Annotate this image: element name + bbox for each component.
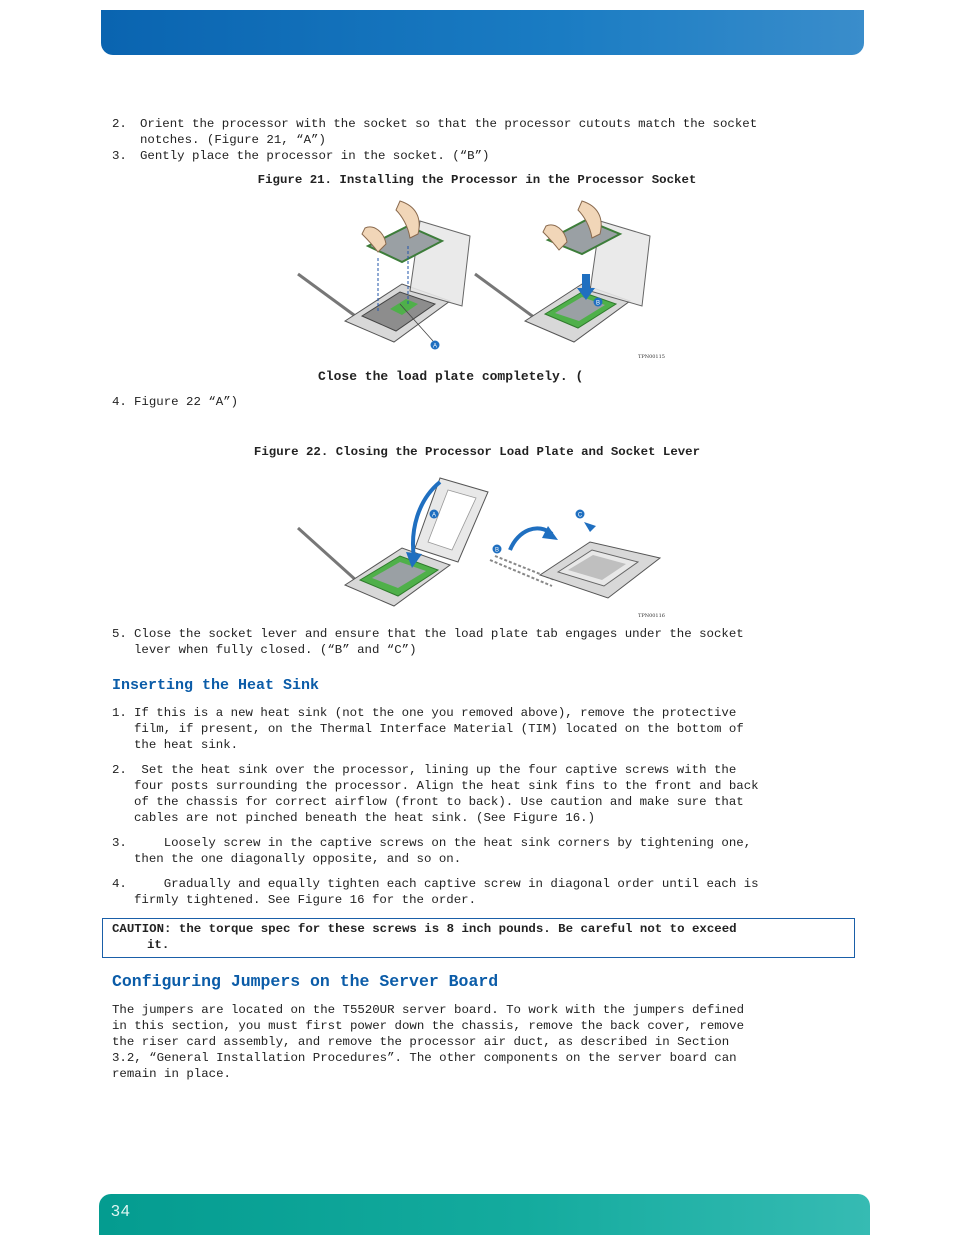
svg-text:B: B [595, 300, 601, 307]
list-item: 4. Gradually and equally tighten each captive screw in diagonal order until each is firmly tightened. See Figure 16 for the order. [112, 877, 759, 907]
page-number: 34 [111, 1203, 131, 1220]
processor-steps [112, 116, 842, 164]
caution-box: CAUTION: the torque spec for these screws is 8 inch pounds. Be careful not to exceed it. [102, 918, 855, 958]
socket-closing-lever [490, 510, 660, 599]
figure-22-illustration [290, 470, 670, 622]
header-bar [101, 10, 864, 55]
jumpers-paragraph: The jumpers are located on the T5520UR server board. To work with the jumpers defined in this section, you must first power down the chassis, remove the back cover, remove the riser card assembly, and remove the processor air duct, as described in Section 3.2, “General Installation Procedures”. The other components on the server board can remain in place. [112, 1003, 745, 1081]
svg-text:A: A [432, 343, 438, 350]
figure-22-caption: Figure 22. Closing the Processor Load Plate and Socket Lever [253, 445, 701, 459]
list-item: 1. If this is a new heat sink (not the one you removed above), remove the protective film, if present, on the Thermal Interface Material (TIM) located on the bottom of the heat sink. [112, 706, 744, 752]
list-item: 3. Gently place the processor in the socket. (“B”) [112, 149, 490, 163]
list-item: 2. Set the heat sink over the processor, lining up the four captive screws with the four posts surrounding the processor. Align the heat sink fins to the front and back of the chassis for correct airflow (front to back). Use caution and make sure that cables are not pinched beneath the heat sink. (See Figure 16.) [112, 763, 759, 825]
figure-21-caption: Figure 21. Installing the Processor in the Processor Socket [257, 173, 697, 187]
heat-sink-steps [112, 705, 844, 908]
list-item: 3. Loosely screw in the captive screws on the heat sink corners by tightening one, then the one diagonally opposite, and so on. [112, 836, 752, 866]
socket-closing-plate [298, 478, 488, 606]
heat-sink-heading: Inserting the Heat Sink [112, 677, 320, 694]
svg-text:TPN00115: TPN00115 [638, 354, 665, 360]
svg-text:C: C [577, 512, 583, 519]
list-item: 2. Orient the processor with the socket so that the processor cutouts match the socket notches. (Figure 21, “A”) [112, 117, 758, 147]
svg-text:B: B [494, 547, 500, 554]
svg-text:TPN00116: TPN00116 [638, 613, 665, 619]
close-load-plate-note: Close the load plate completely. ( [318, 369, 584, 384]
socket-right [475, 201, 650, 342]
list-item: 4. Figure 22 “A”) [112, 395, 239, 409]
list-item: 5. Close the socket lever and ensure that the load plate tab engages under the socket lever when fully closed. (“B” and “C”) [112, 627, 744, 657]
socket-left [298, 201, 470, 350]
jumpers-heading: Configuring Jumpers on the Server Board [112, 972, 499, 991]
svg-text:A: A [431, 512, 437, 519]
footer-bar [99, 1194, 870, 1235]
figure-21-illustration [290, 196, 670, 362]
